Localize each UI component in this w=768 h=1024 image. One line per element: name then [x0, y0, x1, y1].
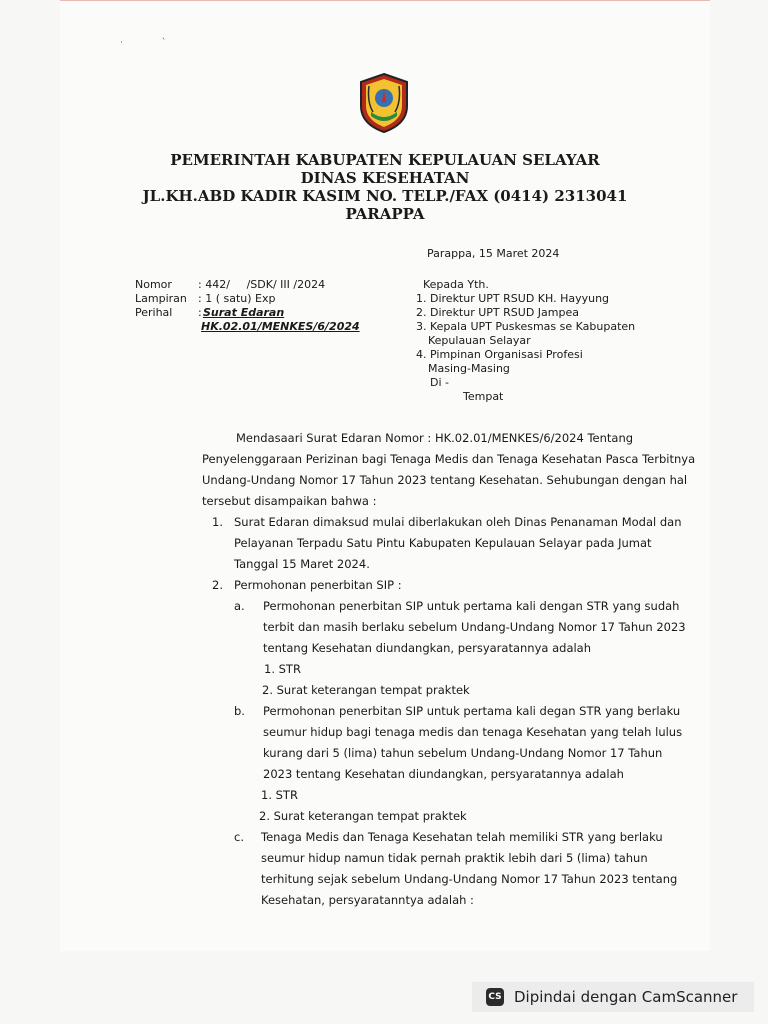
sub-b-line-4: 2023 tentang Kesehatan diundangkan, persyaratannya adalah [263, 767, 624, 781]
recipient-3b: Kepulauan Selayar [428, 334, 531, 347]
recipient-kepada: Kepada Yth. [423, 278, 489, 291]
item-2-text: Permohonan penerbitan SIP : [234, 578, 402, 592]
nomor-value: : 442/ /SDK/ III /2024 [198, 278, 326, 291]
item-1-line-3: Tanggal 15 Maret 2024. [234, 557, 370, 571]
sub-a-req-2: 2. Surat keterangan tempat praktek [262, 683, 470, 697]
recipient-4a: 4. Pimpinan Organisasi Profesi [416, 348, 583, 361]
item-1-line-2: Pelayanan Terpadu Satu Pintu Kabupaten Kepulauan Selayar pada Jumat [234, 536, 652, 550]
scan-specks: · ˋ [120, 38, 185, 48]
sub-a-line-2: terbit dan masih berlaku sebelum Undang-Undang Nomor 17 Tahun 2023 [263, 620, 686, 634]
recipient-di: Di - [430, 376, 449, 389]
sub-a-line-1: Permohonan penerbitan SIP untuk pertama kali dengan STR yang sudah [263, 599, 680, 613]
letterhead-line-3: JL.KH.ABD KADIR KASIM NO. TELP./FAX (0414) 2313041 [142, 187, 628, 205]
camscanner-text: Dipindai dengan CamScanner [514, 988, 738, 1006]
perihal-value-2: HK.02.01/MENKES/6/2024 [201, 320, 360, 333]
recipient-2: 2. Direktur UPT RSUD Jampea [416, 306, 579, 319]
lampiran-label: Lampiran [135, 292, 187, 305]
sub-c-line-4: Kesehatan, persyaratanntya adalah : [261, 893, 474, 907]
recipient-4b: Masing-Masing [428, 362, 510, 375]
item-1-line-1: Surat Edaran dimaksud mulai diberlakukan oleh Dinas Penanaman Modal dan [234, 515, 682, 529]
sub-b-letter: b. [234, 704, 245, 718]
sub-a-letter: a. [234, 599, 245, 613]
sub-b-line-3: kurang dari 5 (lima) tahun sebelum Undang-Undang Nomor 17 Tahun [263, 746, 663, 760]
lampiran-value: : 1 ( satu) Exp [198, 292, 276, 305]
sub-b-line-1: Permohonan penerbitan SIP untuk pertama kali degan STR yang berlaku [263, 704, 681, 718]
sub-c-line-2: seumur hidup namun tidak pernah praktik lebih dari 5 (lima) tahun [261, 851, 648, 865]
sub-a-req-1: 1. STR [264, 662, 301, 676]
sub-b-req-2: 2. Surat keterangan tempat praktek [259, 809, 467, 823]
intro-line-4: tersebut disampaikan bahwa : [202, 494, 377, 508]
item-1-number: 1. [212, 515, 223, 529]
perihal-label: Perihal [135, 306, 173, 319]
item-2-number: 2. [212, 578, 223, 592]
recipient-tempat: Tempat [463, 390, 504, 403]
sub-c-letter: c. [234, 830, 244, 844]
letterhead-line-2: DINAS KESEHATAN [300, 169, 470, 187]
camscanner-logo-icon: CS [486, 988, 504, 1006]
letterhead-line-1: PEMERINTAH KABUPATEN KEPULAUAN SELAYAR [170, 151, 600, 169]
perihal-value-1: Surat Edaran [203, 306, 285, 319]
letter-date: Parappa, 15 Maret 2024 [427, 247, 560, 260]
perihal-colon: : [198, 306, 202, 319]
sub-b-line-2: seumur hidup bagi tenaga medis dan tenaga Kesehatan yang telah lulus [263, 725, 683, 739]
sub-c-line-1: Tenaga Medis dan Tenaga Kesehatan telah memiliki STR yang berlaku [261, 830, 663, 844]
recipient-1: 1. Direktur UPT RSUD KH. Hayyung [416, 292, 610, 305]
regency-emblem-logo [357, 72, 411, 134]
sub-c-line-3: terhitung sejak sebelum Undang-Undang Nomor 17 Tahun 2023 tentang [261, 872, 678, 886]
camscanner-watermark [472, 982, 754, 1012]
recipient-3a: 3. Kepala UPT Puskesmas se Kabupaten [416, 320, 636, 333]
sub-b-req-1: 1. STR [261, 788, 298, 802]
intro-line-2: Penyelenggaraan Perizinan bagi Tenaga Medis dan Tenaga Kesehatan Pasca Terbitnya [202, 452, 696, 466]
sub-a-line-3: tentang Kesehatan diundangkan, persyaratannya adalah [263, 641, 592, 655]
letterhead-line-4: PARAPPA [345, 205, 425, 223]
intro-line-1: Mendasaari Surat Edaran Nomor : HK.02.01/MENKES/6/2024 Tentang [236, 431, 634, 445]
nomor-label: Nomor [135, 278, 172, 291]
intro-line-3: Undang-Undang Nomor 17 Tahun 2023 tentang Kesehatan. Sehubungan dengan hal [202, 473, 688, 487]
